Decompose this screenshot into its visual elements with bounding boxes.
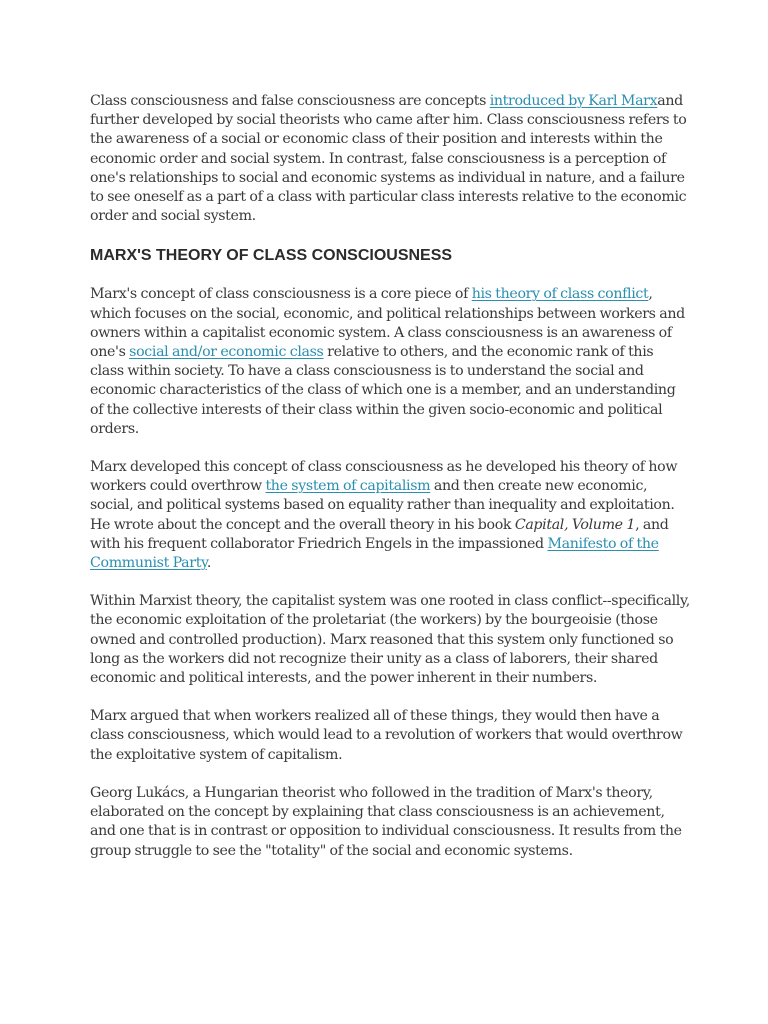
intro-paragraph — [90, 92, 690, 226]
link-communist-manifesto[interactable]: Manifesto of the Communist Party — [90, 535, 659, 572]
para1-text-2: , which focuses on the social, economic, and political relationships between workers and owners within a capitalist economic system. A class consciousness is an awareness of one's — [90, 286, 685, 361]
intro-text-start: Class consciousness and false consciousness are concepts — [90, 93, 490, 109]
intro-text-end: and further developed by social theorists who came after him. Class consciousness refers to the awareness of a social or economic class of their position and interests within the economic order and social system. In contrast, false consciousness is a perception of one's relationships to social and economic systems as individual in nature, and a failure to see oneself as a part of a class with particular class interests relative to the economic order and social system. — [90, 93, 687, 225]
para1-text-3: relative to others, and the economic rank of this class within society. To have a class consciousness is to understand the social and economic characteristics of the class of which one is a member, and an understanding of the collective interests of their class within the given socio-economic and political orders. — [90, 344, 676, 437]
paragraph-capitalism — [90, 458, 690, 573]
para2-text-2: and then create new economic, social, and political systems based on equality rather than inequality and exploitation. He wrote about the concept and the overall theory in his book — [90, 478, 675, 533]
para2-text-4: . — [206, 555, 212, 572]
link-introduced-by-karl-marx[interactable]: introduced by Karl Marx — [489, 93, 658, 109]
book-title-capital: Capital, Volume 1 — [514, 516, 636, 533]
paragraph-marxist-theory: Within Marxist theory, the capitalist system was one rooted in class conflict--specifically, the economic exploitation of the proletariat (the workers) by the bourgeoisie (those owned and controlled production). Marx reasoned that this system only functioned so long as the workers did not recognize their unity as a class of laborers, their shared economic and political interests, and the power inherent in their numbers. — [90, 593, 690, 687]
paragraph-revolution: Marx argued that when workers realized all of these things, they would then have a class consciousness, which would lead to a revolution of workers that would overthrow the exploitative system of capitalism. — [90, 708, 683, 763]
document-page — [90, 92, 690, 880]
para1-text-1: Marx's concept of class consciousness is a core piece of — [90, 286, 472, 303]
para2-text-1: Marx developed this concept of class consciousness as he developed his theory of how workers could overthrow — [90, 459, 678, 495]
link-social-economic-class[interactable]: social and/or economic class — [129, 344, 324, 361]
link-system-of-capitalism[interactable]: the system of capitalism — [265, 478, 431, 495]
para2-text-3: , and with his frequent collaborator Friedrich Engels in the impassioned — [90, 516, 669, 552]
link-theory-of-class-conflict[interactable]: his theory of class conflict — [471, 286, 649, 303]
section-heading: MARX'S THEORY OF CLASS CONSCIOUSNESS — [90, 247, 453, 265]
paragraph-lukacs: Georg Lukács, a Hungarian theorist who followed in the tradition of Marx's theory, elaborated on the concept by explaining that class consciousness is an achievement, and one that is in contrast or opposition to individual consciousness. It results from the group struggle to see the "totality" of the social and economic systems. — [90, 784, 682, 859]
paragraph-class-conflict — [90, 285, 690, 439]
